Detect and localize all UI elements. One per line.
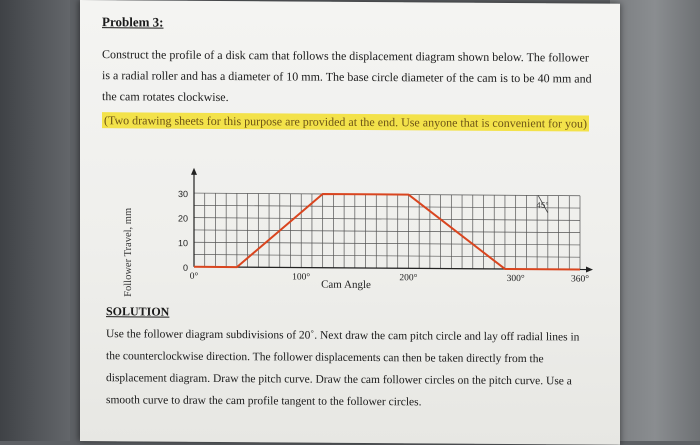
x-tick-label: 360° <box>570 274 590 285</box>
x-tick-label: 100° <box>292 272 311 283</box>
highlighted-note <box>102 110 592 133</box>
x-axis-label: Cam Angle <box>321 278 371 292</box>
x-tick-label: 0° <box>189 271 199 282</box>
paper-sheet <box>80 0 620 445</box>
solution-text: Use the follower diagram subdivisions of 20˚. Next draw the cam pitch circle and lay off radial lines in the counterclockwise direction. The follower displacements can then be taken directly from the displacement diagram. Draw the pitch curve. Draw the cam follower circles on the pitch curve. Use a smooth curve to draw the cam profile tangent to the follower circles. <box>106 328 580 409</box>
x-tick-label: 300° <box>506 273 525 285</box>
displacement-diagram <box>122 160 602 303</box>
y-tick-label: 0 <box>182 262 188 273</box>
y-tick-label: 30 <box>177 188 188 200</box>
solution-title: SOLUTION <box>106 304 170 319</box>
note-text: (Two drawing sheets for this purpose are provided at the end. Use anyone that is convenient for you) <box>104 113 588 131</box>
desk-background-right <box>610 0 700 441</box>
y-tick-label: 10 <box>177 238 188 249</box>
y-tick-label: 20 <box>177 213 188 224</box>
problem-statement: Construct the profile of a disk cam that follows the displacement diagram shown below. The follower is a radial roller and has a diameter of 10 mm. The base circle diameter of the cam is to be 40 mm and the cam rotates clockwise. <box>102 47 592 105</box>
y-axis-label: Follower Travel, mm <box>123 207 134 297</box>
y-axis-arrow-icon <box>191 168 197 175</box>
x-axis-arrow-icon <box>586 267 593 273</box>
problem-heading: Problem 3: <box>102 14 164 30</box>
x-tick-label: 200° <box>399 273 418 284</box>
desk-background-left <box>0 0 70 441</box>
angle-annotation: 45° <box>536 200 549 210</box>
